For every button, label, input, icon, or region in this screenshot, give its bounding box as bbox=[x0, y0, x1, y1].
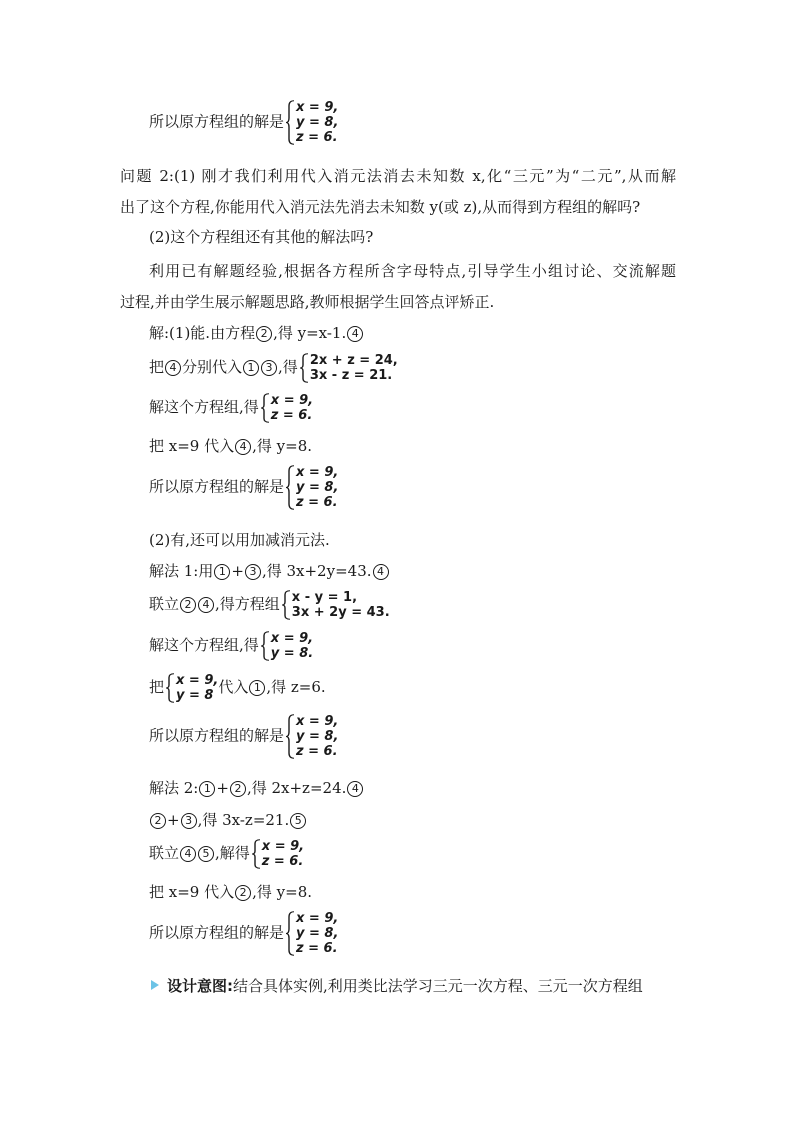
text: 解法 2: bbox=[149, 779, 199, 797]
guide-line-1: 利用已有解题经验,根据各方程所含字母特点,引导学生小组讨论、交流解题 bbox=[149, 262, 676, 280]
equation: z = 6. bbox=[296, 130, 338, 145]
text: 联立 bbox=[149, 595, 180, 613]
solution-1-line-2 bbox=[149, 353, 398, 383]
equation-system bbox=[299, 353, 398, 383]
brace-icon bbox=[260, 631, 270, 661]
solution-1-line-1 bbox=[149, 323, 364, 343]
circled-number: 3 bbox=[261, 360, 277, 376]
text: 把 x=9 代入 bbox=[149, 883, 235, 901]
text: 把 bbox=[149, 678, 165, 696]
circled-number: 3 bbox=[181, 813, 197, 829]
equation-system bbox=[281, 590, 390, 620]
brace-icon bbox=[281, 590, 291, 620]
equation-system bbox=[251, 839, 304, 869]
method-2-line-1 bbox=[149, 778, 364, 798]
question-2-line-2: 出了这个方程,你能用代入消元法先消去未知数 y(或 z),从而得到方程组的解吗? bbox=[120, 198, 641, 216]
brace-icon bbox=[165, 673, 175, 703]
circled-number: 4 bbox=[180, 846, 196, 862]
equation-system bbox=[285, 714, 338, 759]
equation: x = 9, bbox=[270, 631, 314, 646]
text: ,得 y=8. bbox=[252, 437, 312, 455]
brace-icon bbox=[260, 393, 270, 423]
circled-number: 4 bbox=[347, 326, 363, 342]
brace-icon bbox=[285, 465, 295, 510]
circled-number: 1 bbox=[243, 360, 259, 376]
text: ,得 y=x-1. bbox=[273, 324, 347, 342]
equation: y = 8, bbox=[296, 729, 339, 744]
solution-statement-4 bbox=[149, 911, 338, 956]
text: 分别代入 bbox=[182, 358, 243, 376]
text: ,得方程组 bbox=[215, 595, 280, 613]
text: 解:(1)能.由方程 bbox=[149, 324, 256, 342]
method-2-line-4 bbox=[149, 882, 312, 902]
text: ,得 2x+z=24. bbox=[246, 779, 347, 797]
text: 联立 bbox=[149, 844, 180, 862]
text: ,得 3x-z=21. bbox=[197, 811, 290, 829]
solution-intro: 所以原方程组的解是 bbox=[149, 477, 285, 496]
text: ,得 z=6. bbox=[266, 678, 326, 696]
design-intent bbox=[151, 976, 643, 996]
brace-icon bbox=[299, 353, 309, 383]
equation: 3x - z = 21. bbox=[309, 368, 393, 383]
equation-system bbox=[285, 465, 338, 510]
text: + bbox=[231, 562, 244, 580]
equation: 3x + 2y = 43. bbox=[291, 605, 390, 620]
equation: z = 6. bbox=[296, 941, 338, 956]
text: 解这个方程组,得 bbox=[149, 636, 259, 654]
equation: z = 6. bbox=[296, 495, 338, 510]
equation: 2x + z = 24, bbox=[309, 353, 398, 368]
equation: x = 9, bbox=[296, 100, 339, 115]
equation: x = 9, bbox=[296, 911, 339, 926]
text: ,得 3x+2y=43. bbox=[261, 562, 372, 580]
equation: x = 9, bbox=[176, 673, 219, 688]
question-2-part-2: (2)这个方程组还有其他的解法吗? bbox=[149, 228, 374, 246]
method-2-line-2 bbox=[149, 810, 307, 830]
circled-number: 2 bbox=[150, 813, 166, 829]
equation: y = 8 bbox=[176, 688, 214, 703]
equation: x = 9, bbox=[261, 839, 305, 854]
solution-1-line-4 bbox=[149, 436, 312, 456]
equation: y = 8, bbox=[296, 115, 339, 130]
guide-line-2: 过程,并由学生展示解题思路,教师根据学生回答点评矫正. bbox=[120, 293, 495, 311]
equation: y = 8, bbox=[296, 926, 339, 941]
alternative-intro: (2)有,还可以用加减消元法. bbox=[149, 531, 330, 549]
equation: x = 9, bbox=[296, 714, 339, 729]
equation-system bbox=[285, 100, 338, 145]
equation-system bbox=[260, 393, 313, 423]
circled-number: 4 bbox=[373, 564, 389, 580]
method-1-line-1 bbox=[149, 561, 390, 581]
circled-number: 5 bbox=[290, 813, 306, 829]
equation-system bbox=[165, 673, 218, 703]
equation: x = 9, bbox=[296, 465, 339, 480]
circled-number: 2 bbox=[230, 781, 246, 797]
method-1-line-2 bbox=[149, 590, 390, 620]
equation: y = 8, bbox=[296, 480, 339, 495]
text: ,解得 bbox=[215, 844, 250, 862]
circled-number: 2 bbox=[235, 885, 251, 901]
circled-number: 3 bbox=[245, 564, 261, 580]
text: + bbox=[167, 811, 180, 829]
equation: y = 8. bbox=[270, 646, 314, 661]
text: 把 bbox=[149, 358, 165, 376]
circled-number: 4 bbox=[347, 781, 363, 797]
circled-number: 2 bbox=[256, 326, 272, 342]
equation: x - y = 1, bbox=[291, 590, 358, 605]
solution-intro: 所以原方程组的解是 bbox=[149, 726, 285, 745]
circled-number: 5 bbox=[198, 846, 214, 862]
text: + bbox=[216, 779, 229, 797]
triangle-bullet-icon bbox=[151, 980, 159, 990]
brace-icon bbox=[285, 714, 295, 759]
text: 代入 bbox=[218, 678, 249, 696]
equation-system bbox=[260, 631, 313, 661]
method-1-line-4 bbox=[149, 673, 326, 703]
brace-icon bbox=[251, 839, 261, 869]
text: 把 x=9 代入 bbox=[149, 437, 235, 455]
equation: x = 9, bbox=[270, 393, 314, 408]
solution-1-line-3 bbox=[149, 393, 313, 423]
text: ,得 bbox=[278, 358, 298, 376]
equation: z = 6. bbox=[270, 408, 313, 423]
circled-number: 4 bbox=[235, 439, 251, 455]
circled-number: 4 bbox=[165, 360, 181, 376]
design-text: 结合具体实例,利用类比法学习三元一次方程、三元一次方程组 bbox=[233, 977, 643, 995]
solution-statement-2 bbox=[149, 465, 338, 510]
text: ,得 y=8. bbox=[252, 883, 312, 901]
question-2-line-1: 问题 2:(1) 刚才我们利用代入消元法消去未知数 x,化“三元”为“二元”,从而解 bbox=[120, 167, 676, 185]
solution-statement-3 bbox=[149, 714, 338, 759]
method-2-line-3 bbox=[149, 839, 304, 869]
brace-icon bbox=[285, 911, 295, 956]
solution-intro: 所以原方程组的解是 bbox=[149, 923, 285, 942]
circled-number: 1 bbox=[249, 680, 265, 696]
equation-system bbox=[285, 911, 338, 956]
circled-number: 2 bbox=[180, 597, 196, 613]
brace-icon bbox=[285, 100, 295, 145]
circled-number: 1 bbox=[199, 781, 215, 797]
text: 解这个方程组,得 bbox=[149, 398, 259, 416]
equation: z = 6. bbox=[261, 854, 304, 869]
equation: z = 6. bbox=[296, 744, 338, 759]
method-1-line-3 bbox=[149, 631, 313, 661]
circled-number: 1 bbox=[214, 564, 230, 580]
text: 解法 1:用 bbox=[149, 562, 214, 580]
solution-intro: 所以原方程组的解是 bbox=[149, 112, 285, 131]
circled-number: 4 bbox=[198, 597, 214, 613]
design-label: 设计意图: bbox=[167, 977, 233, 995]
solution-statement-1 bbox=[149, 100, 338, 145]
